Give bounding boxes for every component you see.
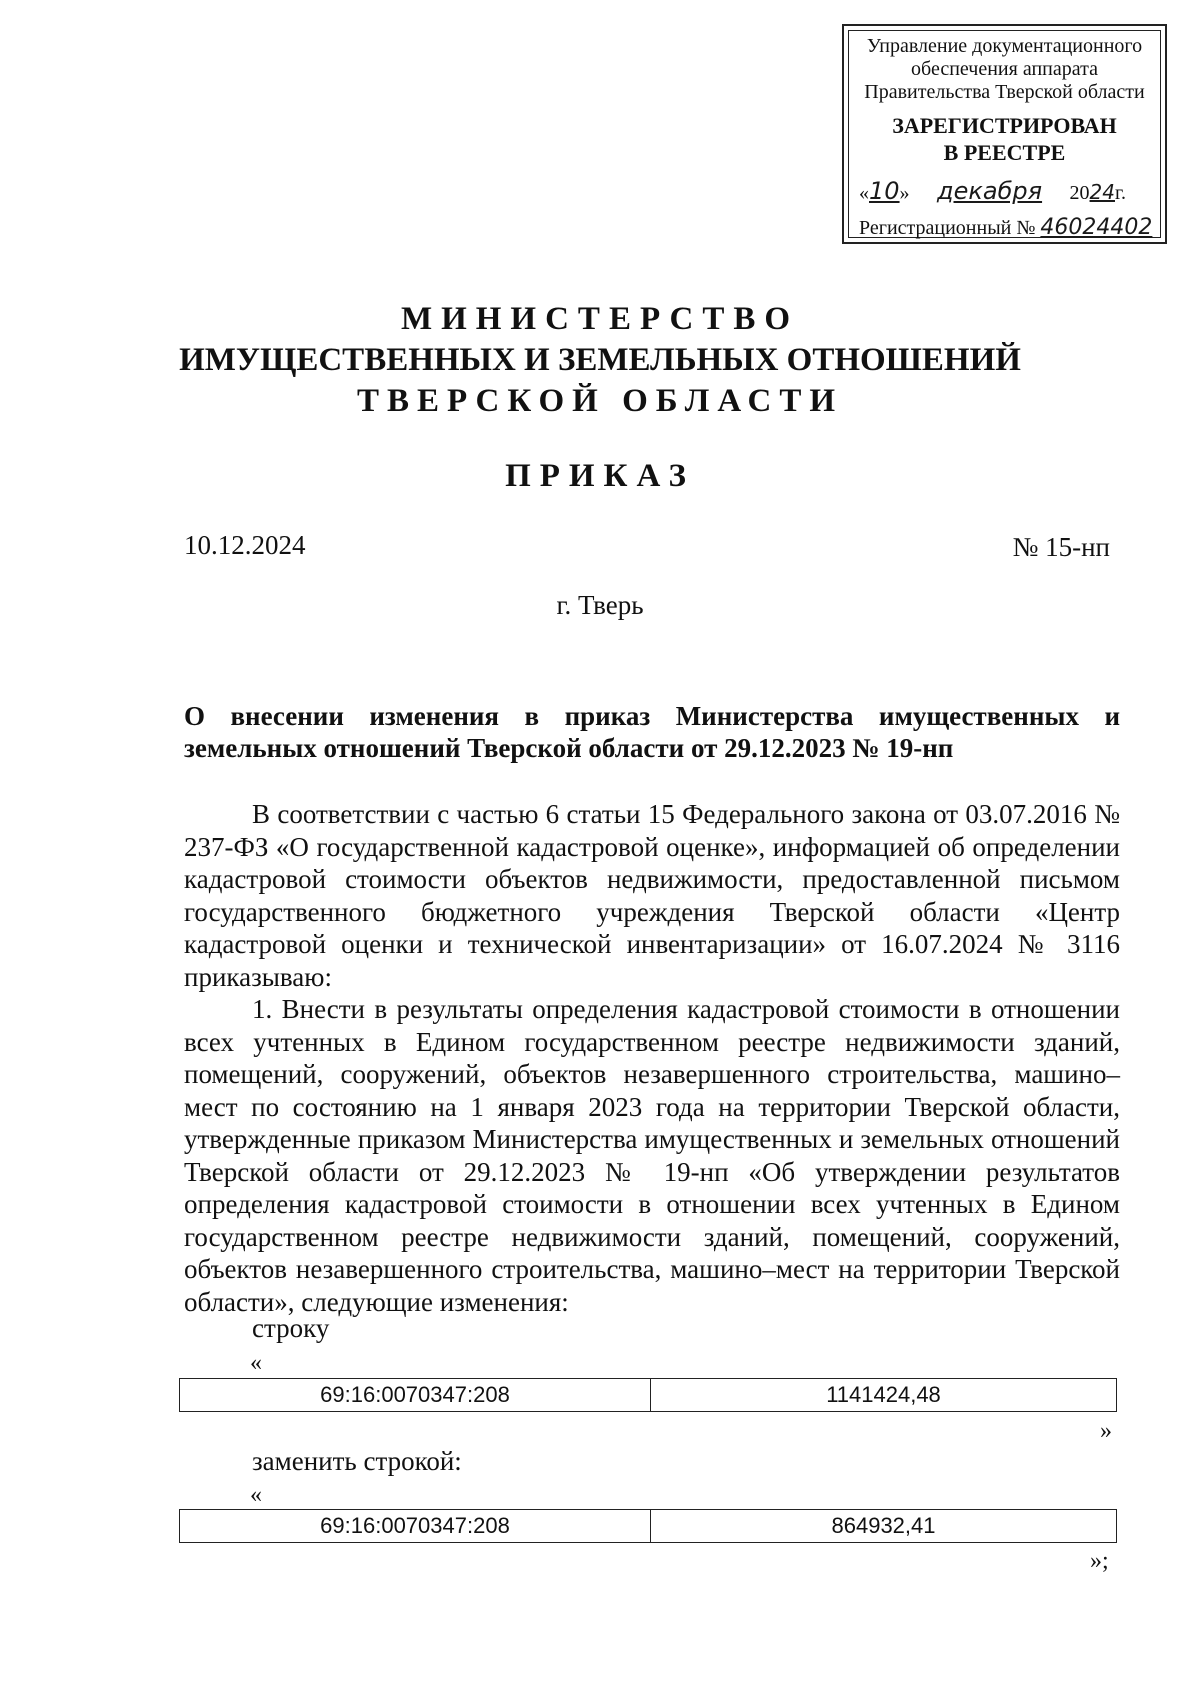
new-row-value: 864932,41: [831, 1513, 936, 1538]
stamp-date: [859, 177, 1126, 205]
open-quote-2: «: [250, 1482, 262, 1508]
body-paragraph-2: 1. Внести в результаты определения кадастровой стоимости в отношении всех учтенных в Едином государственном реестре недвижимости зданий, помещений, сооружений, объектов незавершенного строительства, машино–мест по состоянию на 1 января 2023 года на территории Тверской области, утвержденные приказом Министерства имущественных и земельных отношений Тверской области от 29.12.2023 № 19-нп «Об утверждении результатов определения кадастровой стоимости в отношении всех учтенных в Едином государственном реестре недвижимости зданий, помещений, сооружений, объектов незавершенного строительства, машино–мест на территории Тверской области», следующие изменения:: [184, 994, 1120, 1317]
close-quote-2: »;: [1090, 1548, 1109, 1574]
replace-with-text: заменить строкой:: [252, 1446, 462, 1476]
open-quote-1: «: [250, 1350, 262, 1376]
old-row-cadastral-number: 69:16:0070347:208: [180, 1379, 651, 1411]
stamp-number-label: Регистрационный №: [859, 217, 1036, 239]
old-row-value: 1141424,48: [826, 1382, 941, 1407]
stamp-date-close-quote: »: [899, 182, 910, 204]
stamp-date-open-quote: «: [859, 182, 869, 204]
document-date: 10.12.2024: [184, 530, 306, 560]
stamp-reg-line: ЗАРЕГИСТРИРОВАН: [892, 113, 1117, 138]
close-quote-1: »: [1100, 1418, 1112, 1444]
stamp-date-year-prefix: 20: [1069, 182, 1090, 204]
stamp-date-day: 10: [869, 177, 900, 205]
stamp-registration-number: [859, 215, 1152, 240]
word-row: строку: [252, 1313, 330, 1343]
stamp-inner-frame: [848, 30, 1161, 238]
stamp-org-line: Правительства Тверской области: [864, 81, 1145, 103]
stamp-registered-label: [849, 112, 1160, 166]
stamp-organization: [849, 35, 1160, 104]
new-row-cadastral-number: 69:16:0070347:208: [180, 1510, 651, 1542]
stamp-org-line: обеспечения аппарата: [911, 58, 1098, 80]
document-body: [184, 798, 1120, 1318]
stamp-number-value: 46024402: [1040, 215, 1153, 240]
ministry-name-line2: ИМУЩЕСТВЕННЫХ И ЗЕМЕЛЬНЫХ ОТНОШЕНИЙ: [179, 342, 1021, 378]
document-title: О внесении изменения в приказ Министерства имущественных и земельных отношений Тверской области от 29.12.2023 № 19-нп: [184, 701, 1120, 763]
document-type: ПРИКАЗ: [505, 458, 695, 494]
stamp-date-year-suffix: 24: [1089, 180, 1115, 204]
stamp-reg-line: В РЕЕСТРЕ: [943, 140, 1066, 165]
old-row-table: [179, 1378, 1117, 1412]
ministry-name-line3: ТВЕРСКОЙ ОБЛАСТИ: [356, 383, 844, 419]
new-row-table: [179, 1509, 1117, 1543]
stamp-date-month: декабря: [937, 177, 1043, 205]
registration-stamp: [842, 24, 1167, 244]
ministry-name-line1: МИНИСТЕРСТВО: [400, 301, 800, 337]
document-city: г. Тверь: [556, 590, 644, 620]
stamp-org-line: Управление документационного: [866, 35, 1143, 57]
document-number: № 15-нп: [1012, 532, 1110, 562]
body-paragraph-1: В соответствии с частью 6 статьи 15 Федерального закона от 03.07.2016 № 237-ФЗ «О государственной кадастровой оценке», информацией об определении кадастровой стоимости объектов недвижимости, предоставленной письмом государственного бюджетного учреждения Тверской области «Центр кадастровой оценки и технической инвентаризации» от 16.07.2024 № 3116 приказываю:: [184, 799, 1120, 992]
stamp-date-year-mark: г.: [1115, 182, 1126, 204]
